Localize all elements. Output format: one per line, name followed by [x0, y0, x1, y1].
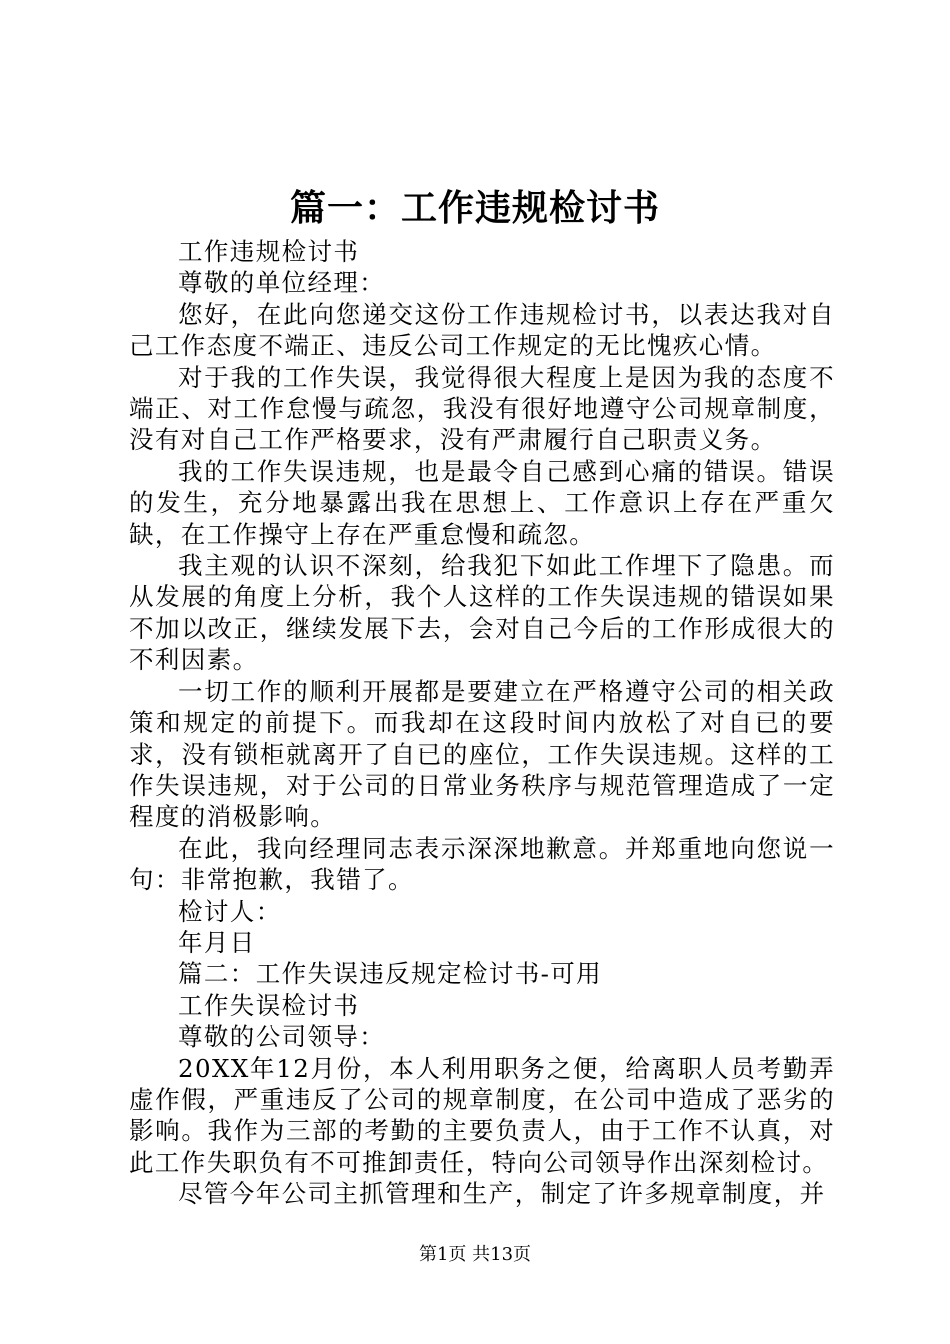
paragraph: 工作违规检讨书	[178, 237, 360, 266]
paragraph: 对于我的工作失误，我觉得很大程度上是因为我的态度不端正、对工作怠慢与疏忽，我没有很好地遵守公司规章制度，没有对自己工作严格要求，没有严肃履行自己职责义务。	[129, 362, 835, 455]
paragraph: 年月日	[178, 927, 256, 957]
paragraph: 尽管今年公司主抓管理和生产，制定了许多规章制度，并	[178, 1179, 826, 1209]
paragraph: 20XX年12月份，本人利用职务之便，给离职人员考勤弄虚作假，严重违反了公司的规章制度，在公司中造成了恶劣的影响。我作为三部的考勤的主要负责人，由于工作不认真，对此工作失职负有不可推卸责任，特向公司领导作出深刻检讨。	[129, 1053, 835, 1177]
document-body	[129, 236, 835, 1210]
paragraph: 检讨人：	[178, 896, 282, 926]
paragraph: 尊敬的公司领导：	[178, 1022, 386, 1052]
paragraph: 您好，在此向您递交这份工作违规检讨书，以表达我对自己工作态度不端正、违反公司工作规定的无比愧疚心情。	[129, 299, 835, 361]
paragraph: 工作失误检讨书	[178, 990, 360, 1020]
paragraph: 我主观的认识不深刻，给我犯下如此工作埋下了隐患。而从发展的角度上分析，我个人这样的工作失误违规的错误如果不加以改正，继续发展下去，会对自己今后的工作形成很大的不利因素。	[129, 551, 835, 675]
paragraph: 尊敬的单位经理：	[178, 268, 386, 298]
paragraph: 在此，我向经理同志表示深深地歉意。并郑重地向您说一句：非常抱歉，我错了。	[129, 833, 835, 895]
paragraph: 一切工作的顺利开展都是要建立在严格遵守公司的相关政策和规定的前提下。而我却在这段时间内放松了对自已的要求，没有锁柜就离开了自已的座位，工作失误违规。这样的工作失误违规，对于公司的日常业务秩序与规范管理造成了一定程度的消极影响。	[129, 676, 835, 832]
page-footer: 第1页 共13页	[418, 1244, 532, 1265]
document-title: 篇一：工作违规检讨书	[289, 187, 660, 229]
paragraph: 我的工作失误违规，也是最令自己感到心痛的错误。错误的发生，充分地暴露出我在思想上、工作意识上存在严重欠缺，在工作操守上存在严重怠慢和疏忽。	[129, 456, 835, 549]
paragraph: 篇二：工作失误违反规定检讨书-可用	[178, 959, 603, 989]
